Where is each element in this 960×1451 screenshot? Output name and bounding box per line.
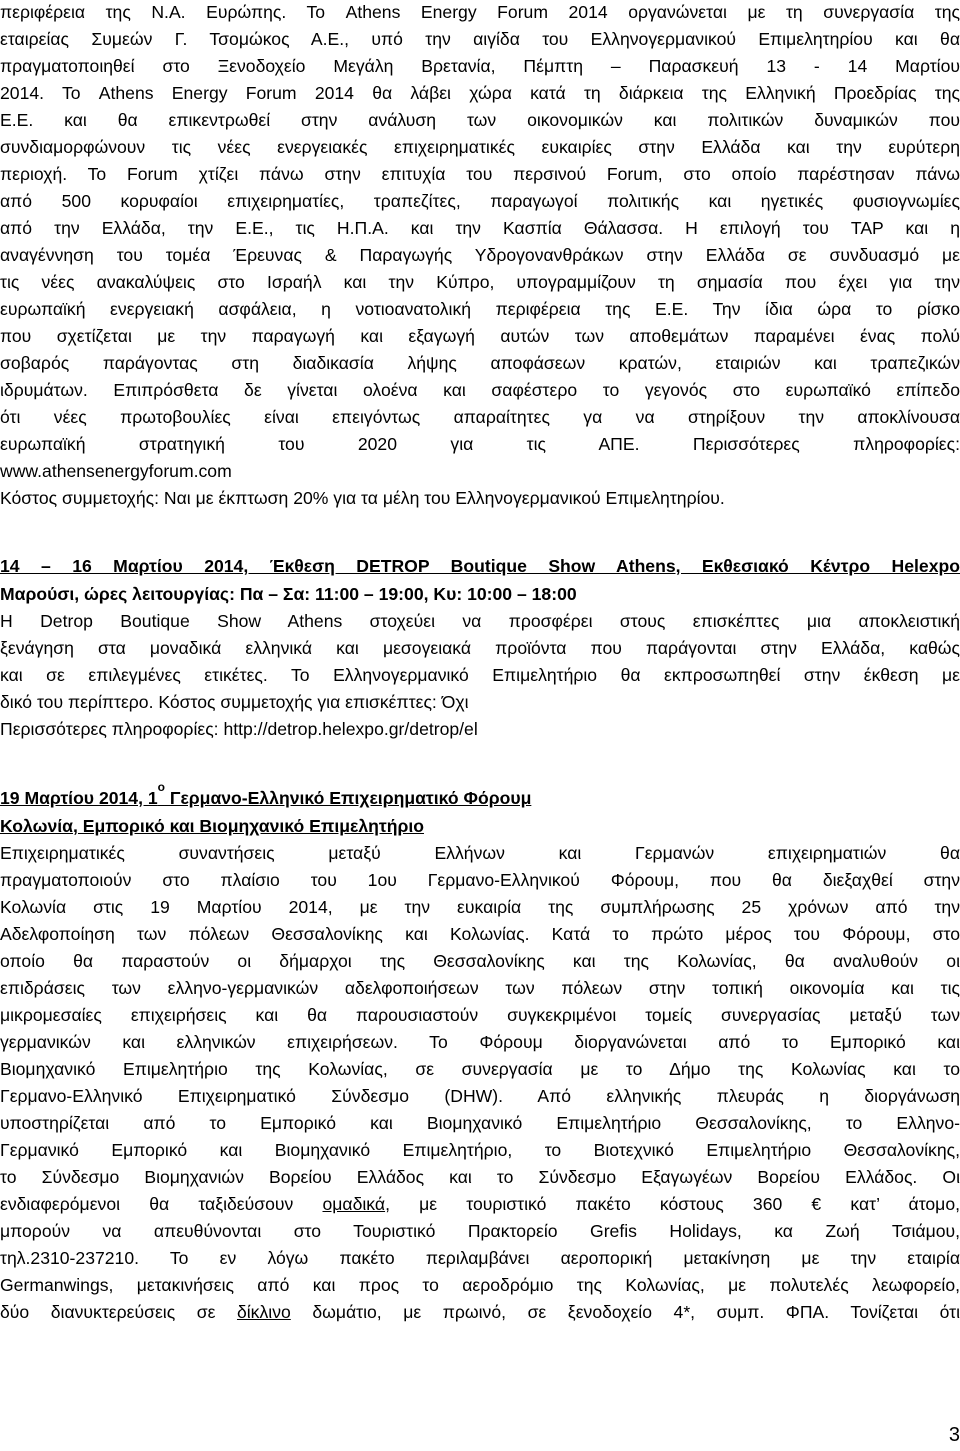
forum-line xyxy=(0,1300,960,1327)
intro-line: ότι νέες πρωτοβουλίες είναι επειγόντως απαραίτητες γα να στηρίξουν την αποκλίνουσα xyxy=(0,407,960,427)
intro-line: εταιρείας Συμεών Γ. Τσομώκος Α.Ε., υπό την αιγίδα του Ελληνογερμανικού Επιμελητηρίου και θα xyxy=(0,29,960,49)
intro-line: πραγματοποιηθεί στο Ξενοδοχείο Μεγάλη Βρετανία, Πέμπτη – Παρασκευή 13 - 14 Μαρτίου xyxy=(0,56,960,76)
forum-text: δωμάτιο, με πρωινό, σε ξενοδοχείο 4*, συμπ. ΦΠΑ. Τονίζεται ότι xyxy=(290,1302,960,1322)
intro-line: από 500 κορυφαίοι επιχειρηματίες, τραπεζίτες, παραγωγοί πολιτικής και ηγετικές φυσιογνωμίες xyxy=(0,191,960,211)
intro-line: περιοχή. Το Forum χτίζει πάνω στην επιτυχία του περσινού Forum, στο οποίο παρέστησαν πάνω xyxy=(0,164,960,184)
forum-line: τηλ.2310-237210. Το εν λόγω πακέτο περιλαμβάνει αεροπορική μετακίνηση με την εταιρία xyxy=(0,1248,960,1268)
intro-line: ευρωπαϊκή ενεργειακή ασφάλεια, η νοτιοανατολική περιφέρεια της Ε.Ε. Την ίδια ώρα το ρίσκο xyxy=(0,299,960,319)
intro-line: περιφέρεια της Ν.Α. Ευρώπης. Το Athens Energy Forum 2014 οργανώνεται με τη συνεργασία της xyxy=(0,2,960,22)
forum-text: , με τουριστικό πακέτο κόστους 360 € κατ’ άτομο, xyxy=(385,1194,960,1214)
detrop-more-info[interactable]: Περισσότερες πληροφορίες: http://detrop.helexpo.gr/detrop/el xyxy=(0,719,478,739)
detrop-line: Η Detrop Boutique Show Athens στοχεύει να προσφέρει στους επισκέπτες μια αποκλειστική xyxy=(0,611,960,631)
intro-line: τις νέες ανακαλύψεις στο Ισραήλ και την Κύπρο, υπογραμμίζουν τη σημασία που έχει για την xyxy=(0,272,960,292)
detrop-line: δικό του περίπτερο. Κόστος συμμετοχής για επισκέπτες: Όχι xyxy=(0,692,469,712)
forum-line: Αδελφοποίηση των πόλεων Θεσσαλονίκης και Κολωνίας. Κατά το πρώτο μέρος του Φόρουμ, στο xyxy=(0,924,960,944)
participation-cost: Κόστος συμμετοχής: Ναι με έκπτωση 20% για τα μέλη του Ελληνογερμανικού Επιμελητηρίου. xyxy=(0,488,725,508)
intro-line: 2014. Το Athens Energy Forum 2014 θα λάβει χώρα κατά τη διάρκεια της Ελληνική Προεδρίας της xyxy=(0,83,960,103)
intro-line: ευρωπαϊκή στρατηγική του 2020 για τις ΑΠΕ. Περισσότερες πληροφορίες: xyxy=(0,434,960,454)
forum-line: το Σύνδεσμο Βιομηχανιών Βορείου Ελλάδος και το Σύνδεσμο Εξαγωγέων Βορείου Ελλάδος. Οι xyxy=(0,1167,960,1187)
intro-line: που σχετίζεται με την παραγωγή και εξαγωγή αυτών των αποθεμάτων παραμένει ένας πολύ xyxy=(0,326,960,346)
intro-line: Ε.Ε. και θα επικεντρωθεί στην ανάλυση των οικονομικών και πολιτικών δυναμικών που xyxy=(0,110,960,130)
forum-line: Επιχειρηματικές συναντήσεις μεταξύ Ελλήνων και Γερμανών επιχειρηματιών θα xyxy=(0,843,960,863)
forum-line: Κολωνία στις 19 Μαρτίου 2014, με την ευκαιρία της συμπλήρωσης 25 χρόνων από την xyxy=(0,897,960,917)
group-emphasis: ομαδικά xyxy=(322,1194,386,1214)
forum-title xyxy=(0,780,960,813)
forum-title-text: Γερμανο-Ελληνικό Επιχειρηματικό Φόρουμ xyxy=(164,788,532,808)
forum-line: πραγματοποιούν στο πλαίσιο του 1ου Γερμανο-Ελληνικού Φόρουμ, που θα διεξαχθεί στην xyxy=(0,870,960,890)
website-link[interactable]: www.athensenergyforum.com xyxy=(0,461,232,481)
detrop-hours: Μαρούσι, ώρες λειτουργίας: Πα – Σα: 11:00 – 19:00, Κυ: 10:00 – 18:00 xyxy=(0,584,577,604)
intro-line: ιδρυμάτων. Επιπρόσθετα δε γίνεται ολοένα και σαφέστερο το γεγονός στο ευρωπαϊκό επίπεδο xyxy=(0,380,960,400)
forum-line: Γερμανικό Εμπορικό και Βιομηχανικό Επιμελητήριο, το Βιοτεχνικό Επιμελητήριο Θεσσαλονίκης, xyxy=(0,1140,960,1160)
detrop-line: και σε επιλεγμένες ετικέτες. Το Ελληνογερμανικό Επιμελητήριο θα εκπροσωπηθεί στην έκθεση με xyxy=(0,665,960,685)
detrop-title: 14 – 16 Μαρτίου 2014, Έκθεση DETROP Boutique Show Athens, Εκθεσιακό Κέντρο Helexpo xyxy=(0,556,960,576)
forum-line: Germanwings, μετακινήσεις από και προς το αεροδρόμιο της Κολωνίας, με πολυτελές λεωφορείο, xyxy=(0,1275,960,1295)
forum-line: οποίο θα παραστούν οι δήμαρχοι της Θεσσαλονίκης και της Κολωνίας, θα αναλυθούν οι xyxy=(0,951,960,971)
forum-text: δύο διανυκτερεύσεις σε xyxy=(0,1302,237,1322)
forum-line: γερμανικών και ελληνικών επιχειρήσεων. Το Φόρουμ διοργανώνεται από το Εμπορικό και xyxy=(0,1032,960,1052)
intro-line: σοβαρός παράγοντας στη διαδικασία λήψης αποφάσεων κρατών, εταιριών και τραπεζικών xyxy=(0,353,960,373)
forum-text: ενδιαφερόμενοι θα ταξιδεύσουν xyxy=(0,1194,323,1214)
forum-line xyxy=(0,1192,960,1219)
detrop-line: ξενάγηση στα μοναδικά ελληνικά και μεσογειακά προϊόντα που παράγονται στην Ελλάδα, καθώς xyxy=(0,638,960,658)
forum-title-text: 19 Μαρτίου 2014, 1 xyxy=(0,788,158,808)
forum-line: υποστηρίζεται από το Εμπορικό και Βιομηχανικό Επιμελητήριο Θεσσαλονίκης, το Ελληνο- xyxy=(0,1113,960,1133)
page-number: 3 xyxy=(948,1424,960,1446)
intro-line: από την Ελλάδα, την Ε.Ε., τις Η.Π.Α. και την Κασπία Θάλασσα. Η επιλογή του TAP και η xyxy=(0,218,960,238)
intro-line: συνδιαμορφώνουν τις νέες ενεργειακές επιχειρηματικές ευκαιρίες στην Ελλάδα και την ευρύτερη xyxy=(0,137,960,157)
forum-line: επιδράσεις των ελληνο-γερμανικών αδελφοποιήσεων των πόλεων στην τοπική οικονομία και τις xyxy=(0,978,960,998)
intro-line: αναγέννηση του τομέα Έρευνας & Παραγωγής Υδρογονανθράκων στην Ελλάδα σε συνδυασμό με xyxy=(0,245,960,265)
forum-line: μπορούν να απευθύνονται στο Τουριστικό Πρακτορείο Grefis Holidays, κα Ζωή Τσιάμου, xyxy=(0,1221,960,1241)
forum-line: Γερμανο-Ελληνικό Επιχειρηματικό Σύνδεσμο (DHW). Από ελληνικής πλευράς η διοργάνωση xyxy=(0,1086,960,1106)
forum-line: Βιομηχανικό Επιμελητήριο της Κολωνίας, σε συνεργασία με το Δήμο της Κολωνίας και το xyxy=(0,1059,960,1079)
forum-title-ordinal: ο xyxy=(157,780,165,794)
forum-subtitle: Κολωνία, Εμπορικό και Βιομηχανικό Επιμελητήριο xyxy=(0,816,424,836)
double-room-emphasis: δίκλινο xyxy=(236,1302,291,1322)
forum-line: μικρομεσαίες επιχειρήσεις και θα παρουσιαστούν συγκεκριμένοι τομείς συνεργασίας μεταξύ των xyxy=(0,1005,960,1025)
